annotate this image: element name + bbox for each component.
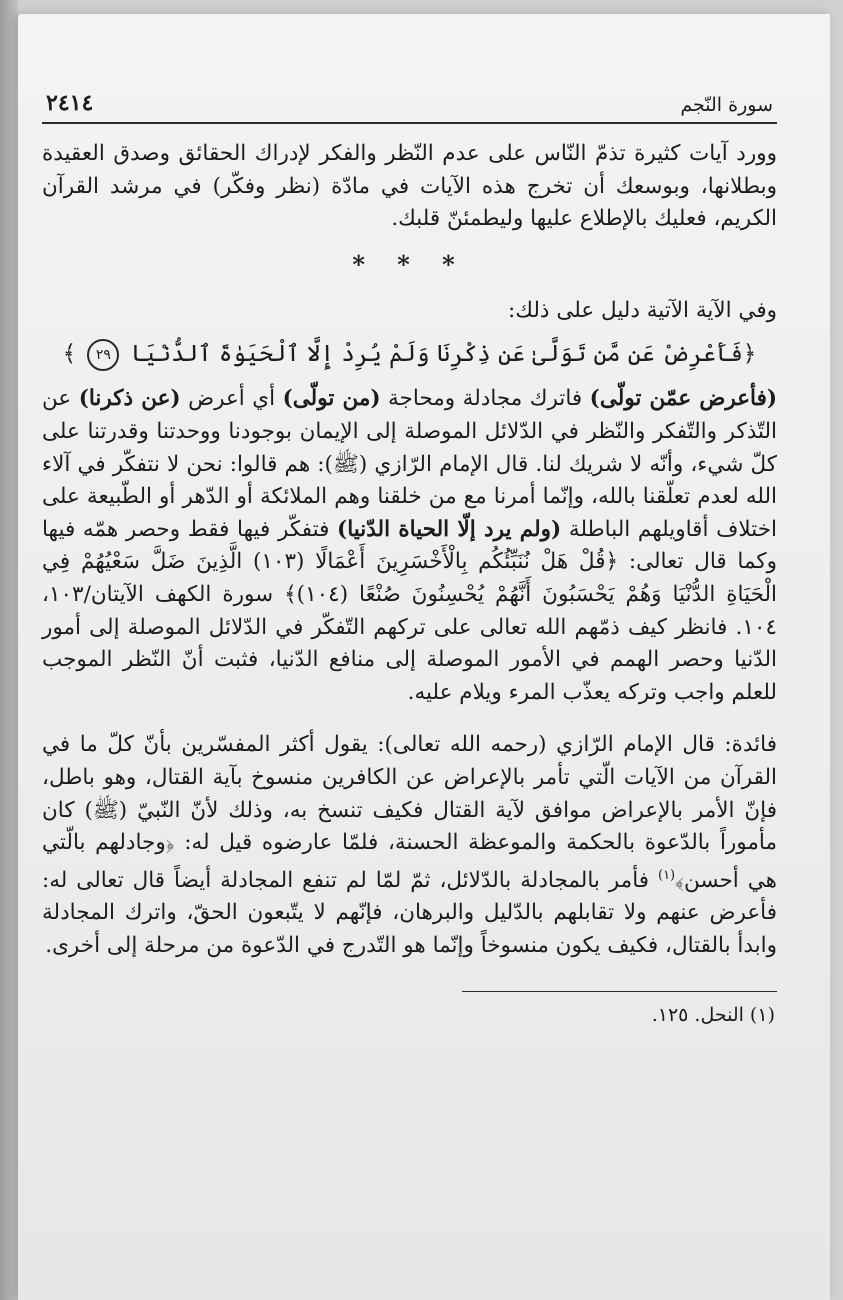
tafsir-phrase-3: (عن ذكرنا) (78, 386, 181, 412)
running-header (42, 80, 777, 124)
tafsir-paragraph (42, 383, 777, 709)
verse-close: ﴾ (62, 341, 77, 368)
verse-intro: وفي الآية الآتية دليل على ذلك: (508, 297, 777, 323)
tafsir-phrase-4: (ولم يرد إلّا الحياة الدّنيا) (337, 516, 562, 542)
tafsir-phrase-1: (فأعرض عمّن تولّى) (589, 386, 778, 412)
footnote-ref[interactable]: (١) (657, 867, 676, 883)
verse-number-badge: ٢٩ (87, 339, 119, 371)
page-content (42, 80, 777, 1026)
section-divider: * * * (352, 249, 467, 279)
surah-title: سورة النّجم (680, 94, 773, 116)
book-spine-edge (0, 0, 18, 1300)
quran-verse (42, 339, 777, 371)
faida-text: فائدة: قال الإمام الرّازي (رحمه الله تعالى): يقول أكثر المفسّرين بأنّ كلّ ما في القرآن من الآيات الّتي تأمر بالإعراض عن الكافرين منسوخ بآية القتال، وهو باطل، فإنّ الأمر بالإعراض موافق لآية القتال فكيف تنسخ به، وذلك لأنّ النّبيّ (ﷺ) كان مأموراً بالدّعوة بالحكمة والموعظة الحسنة، فلمّا عارضوه قيل له: ﴿وجادلهم بالّتي هي أحسن﴾ (42, 732, 777, 893)
tafsir-text-4: فتفكّر فيها فقط وحصر همّه فيها وكما قال تعالى: ﴿قُلْ هَلْ نُنَبِّئُكُم بِالْأَخْسَرِينَ أَعْمَالًا (١٠٣) الَّذِينَ ضَلَّ سَعْيُهُمْ فِي الْحَيَاةِ الدُّنْيَا وَهُمْ يَحْسَبُونَ أَنَّهُمْ يُحْسِنُونَ صُنْعًا (١٠٤)﴾ سورة الكهف الآيتان/١٠٣، ١٠٤. فانظر كيف ذمّهم الله تعالى على تركهم التّفكّر في الدّلائل الموصلة إلى أمور الدّنيا وحصر الهمم في الأمور الموصلة إلى منافع الدّنيا، فثبت أنّ النّظر الموجب للعلم واجب وتركه يعذّب المرء ويلام عليه. (42, 516, 777, 705)
tafsir-text-2: أي أعرض (180, 386, 283, 412)
intro-paragraph: وورد آيات كثيرة تذمّ النّاس على عدم النّظر والفكر لإدراك الحقائق وصدق العقيدة وبطلانها، وبوسعك أن تخرج هذه الآيات في مادّة (نظر وفكّر) في مرشد القرآن الكريم، فعليك بالإطلاع عليها وليطمئنّ قلبك. (42, 141, 777, 232)
faida-paragraph (42, 729, 777, 962)
tafsir-phrase-2: (من تولّى) (282, 386, 381, 412)
page-number: ٢٤١٤ (46, 90, 94, 116)
verse-text: ﴿فَأَعْرِضْ عَن مَّن تَوَلَّىٰ عَن ذِكْرِنَا وَلَمْ يُرِدْ إِلَّا ٱلْحَيَوٰةَ ٱلدُّنْيَا (130, 341, 757, 368)
footnote-divider (462, 991, 777, 992)
faida-text-2: فأمر بالمجادلة بالدّلائل، ثمّ لمّا لم تنفع المجادلة أيضاً قال تعالى له: فأعرض عنهم ولا تقابلهم بالدّليل والبرهان، فإنّهم لا يتّبعون الحقّ، واترك المجادلة وابدأ بالقتال، فكيف يكون منسوخاً وإنّما هو التّدرج في الدّعوة من مرحلة إلى أخرى. (42, 867, 777, 959)
tafsir-text-3: عن التّذكر والتّفكر والنّظر في الدّلائل الموصلة إلى الإيمان بوجودنا ووحدتنا وقدرتنا على كلّ شيء، وأنّه لا شريك لنا. قال الإمام الرّازي (ﷺ): هم قالوا: نحن لا نتفكّر في آلاء الله لعدم تعلّقنا بالله، وإنّما أمرنا مع من خلقنا وهم الملائكة أو الدّهر أو الطّبيعة على اختلاف أقاويلهم الباطلة (42, 386, 777, 542)
footnote: (١) النحل. ١٢٥. (651, 1003, 775, 1026)
tafsir-text-1: فاترك مجادلة ومحاجة (380, 386, 590, 412)
